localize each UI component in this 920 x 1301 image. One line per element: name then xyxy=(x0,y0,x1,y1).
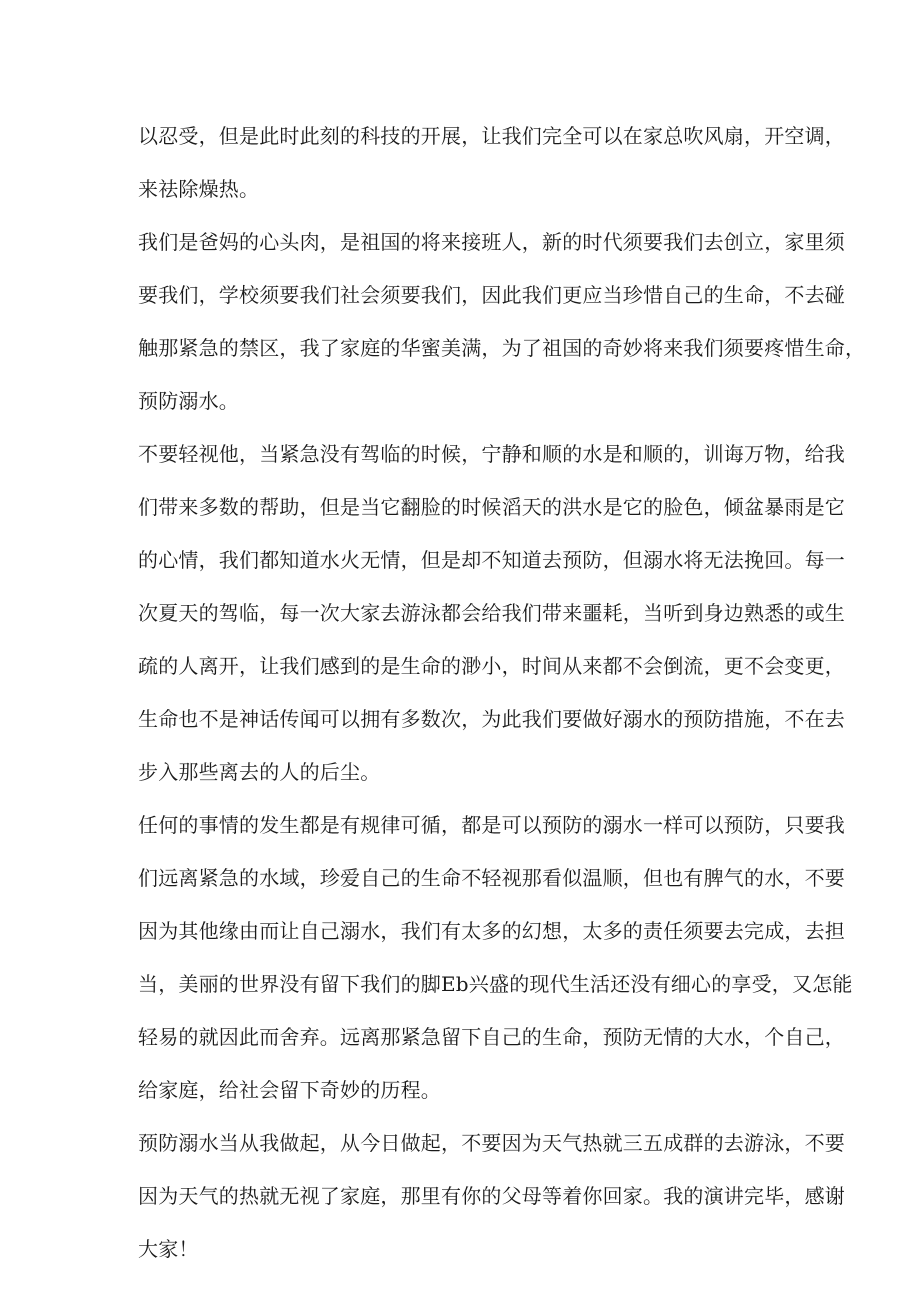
text-line: 大家！ xyxy=(138,1237,199,1261)
text-line: 生命也不是神话传闻可以拥有多数次，为此我们要做好溺水的预防措施，不在去 xyxy=(138,707,845,731)
text-line: 因为其他缘由而让自己溺水，我们有太多的幻想，太多的责任须要去完成，去担 xyxy=(138,919,845,943)
text-line: 们带来多数的帮助，但是当它翻脸的时候滔天的洪水是它的脸色，倾盆暴雨是它 xyxy=(138,495,845,519)
text-line: 当，美丽的世界没有留下我们的脚Eb兴盛的现代生活还没有细心的享受，又怎能 xyxy=(138,972,853,996)
text-line: 因为天气的热就无视了家庭，那里有你的父母等着你回家。我的演讲完毕，感谢 xyxy=(138,1184,845,1208)
text-line: 我们是爸妈的心头肉，是祖国的将来接班人，新的时代须要我们去创立，家里须 xyxy=(138,230,845,254)
text-line: 给家庭，给社会留下奇妙的历程。 xyxy=(138,1078,441,1102)
text-line: 预防溺水当从我做起，从今日做起，不要因为天气热就三五成群的去游泳，不要 xyxy=(138,1131,845,1155)
document-body xyxy=(138,110,866,1276)
text-line: 来祛除燥热。 xyxy=(138,177,260,201)
paragraph-1 xyxy=(138,110,845,216)
text-line: 预防溺水。 xyxy=(138,389,239,413)
paragraph-3 xyxy=(138,428,845,799)
paragraph-4 xyxy=(138,799,853,1117)
text-line: 不要轻视他，当紧急没有驾临的时候，宁静和顺的水是和顺的，训诲万物，给我 xyxy=(138,442,845,466)
text-line: 们远离紧急的水域，珍爱自己的生命不轻视那看似温顺，但也有脾气的水，不要 xyxy=(138,866,845,890)
text-line: 任何的事情的发生都是有规律可循，都是可以预防的溺水一样可以预防，只要我 xyxy=(138,813,845,837)
text-line: 次夏天的驾临，每一次大家去游泳都会给我们带来噩耗，当听到身边熟悉的或生 xyxy=(138,601,845,625)
text-line: 轻易的就因此而舍弃。远离那紧急留下自己的生命，预防无情的大水，个自己， xyxy=(138,1025,845,1049)
paragraph-5 xyxy=(138,1117,845,1276)
text-line: 以忍受，但是此时此刻的科技的开展，让我们完全可以在家总吹风扇，开空调， xyxy=(138,124,845,148)
text-line: 步入那些离去的人的后尘。 xyxy=(138,760,381,784)
text-line: 的心情，我们都知道水火无情，但是却不知道去预防，但溺水将无法挽回。每一 xyxy=(138,548,845,572)
paragraph-2 xyxy=(138,216,866,428)
text-line: 要我们，学校须要我们社会须要我们，因此我们更应当珍惜自己的生命，不去碰 xyxy=(138,283,845,307)
text-line: 触那紧急的禁区，我了家庭的华蜜美满，为了祖国的奇妙将来我们须要疼惜生命， xyxy=(138,336,866,360)
text-line: 疏的人离开，让我们感到的是生命的渺小，时间从来都不会倒流，更不会变更， xyxy=(138,654,845,678)
